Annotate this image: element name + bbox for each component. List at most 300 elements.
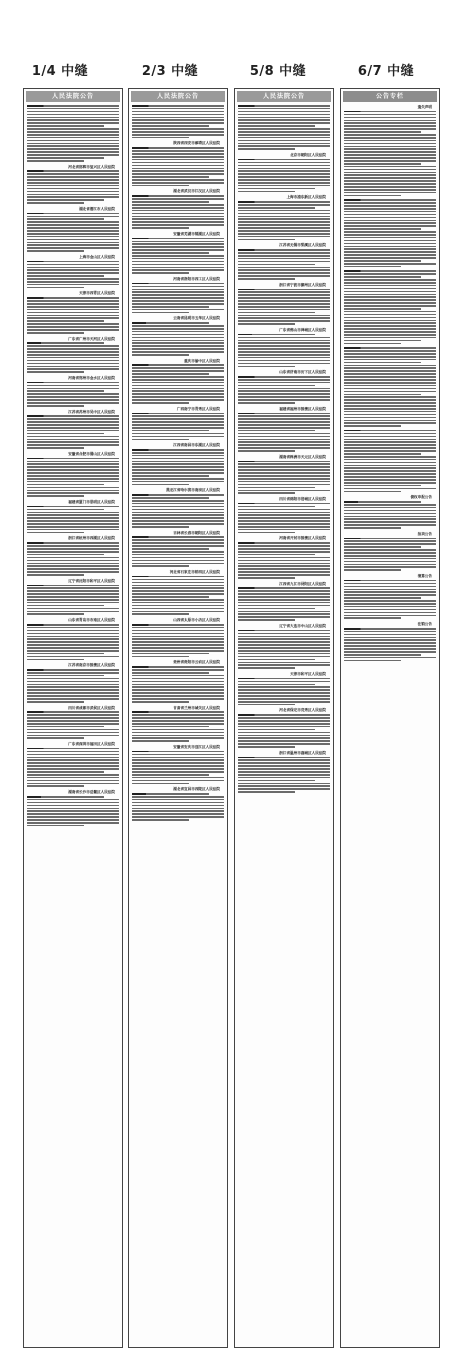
text-line bbox=[132, 777, 224, 779]
text-line bbox=[238, 204, 330, 206]
text-line bbox=[238, 366, 295, 368]
notice-block bbox=[27, 742, 119, 787]
text-line bbox=[132, 701, 189, 703]
text-line bbox=[132, 678, 224, 680]
text-line bbox=[238, 249, 330, 251]
text-line bbox=[238, 236, 330, 238]
text-line bbox=[132, 334, 224, 336]
text-line bbox=[344, 456, 436, 458]
text-line bbox=[238, 436, 330, 438]
text-line bbox=[132, 545, 224, 547]
text-line bbox=[344, 154, 436, 156]
text-line bbox=[238, 421, 330, 423]
text-line bbox=[238, 554, 315, 556]
text-line bbox=[344, 343, 401, 345]
text-line bbox=[27, 701, 84, 703]
text-line bbox=[27, 405, 84, 407]
notice-block bbox=[238, 497, 330, 533]
text-line bbox=[27, 439, 119, 441]
text-line bbox=[238, 659, 315, 661]
text-line bbox=[132, 125, 209, 127]
text-line bbox=[27, 148, 119, 150]
text-line bbox=[344, 402, 436, 404]
text-line bbox=[344, 157, 436, 159]
notice-block bbox=[238, 407, 330, 452]
notice-title: 吉林省长春市朝阳区人民法院 bbox=[173, 530, 220, 535]
text-line bbox=[132, 675, 224, 677]
text-line bbox=[238, 379, 330, 381]
text-line bbox=[344, 631, 436, 633]
text-line bbox=[27, 611, 119, 613]
text-line bbox=[344, 322, 436, 324]
text-line bbox=[344, 391, 436, 393]
text-line bbox=[132, 548, 209, 550]
text-line bbox=[238, 210, 330, 212]
text-line bbox=[132, 373, 209, 375]
text-line bbox=[238, 526, 330, 528]
text-line bbox=[132, 165, 224, 167]
text-line bbox=[132, 686, 224, 688]
text-line bbox=[238, 140, 330, 142]
notice-title: 天津市和平区人民法院 bbox=[290, 671, 326, 676]
text-line bbox=[27, 737, 84, 739]
notice-block bbox=[27, 663, 119, 702]
notice-block bbox=[238, 624, 330, 669]
text-line bbox=[344, 311, 436, 313]
text-line bbox=[344, 163, 421, 165]
text-line bbox=[132, 695, 224, 697]
text-line bbox=[344, 405, 436, 407]
text-line bbox=[27, 366, 119, 368]
text-line bbox=[132, 286, 224, 288]
text-line bbox=[132, 774, 209, 776]
text-line bbox=[238, 520, 330, 522]
text-line bbox=[27, 463, 119, 465]
text-line bbox=[344, 325, 436, 327]
text-line bbox=[344, 222, 436, 224]
text-line bbox=[27, 675, 104, 677]
text-line bbox=[238, 514, 330, 516]
text-line bbox=[27, 390, 104, 392]
text-line bbox=[132, 264, 224, 266]
text-line bbox=[344, 367, 436, 369]
text-line bbox=[132, 463, 224, 465]
text-line bbox=[132, 345, 224, 347]
notice-title: 陕西省西安市雁塔区人民法院 bbox=[173, 141, 220, 146]
text-line bbox=[27, 585, 119, 587]
text-line bbox=[344, 516, 436, 518]
text-line bbox=[344, 260, 421, 262]
text-line bbox=[27, 751, 119, 753]
text-line bbox=[238, 599, 330, 601]
text-line bbox=[132, 512, 224, 514]
text-line bbox=[344, 388, 436, 390]
text-line bbox=[344, 543, 436, 545]
text-line bbox=[132, 291, 224, 293]
text-line bbox=[344, 414, 436, 416]
text-line bbox=[27, 275, 104, 277]
text-line bbox=[238, 267, 330, 269]
text-line bbox=[132, 672, 209, 674]
text-line bbox=[27, 421, 119, 423]
text-line bbox=[238, 568, 330, 570]
text-line bbox=[238, 294, 330, 296]
text-line bbox=[344, 396, 436, 398]
text-line bbox=[27, 213, 119, 215]
column-body bbox=[341, 105, 439, 661]
notice-title: 福建省厦门市思明区人民法院 bbox=[68, 499, 115, 504]
text-line bbox=[132, 783, 189, 785]
text-line bbox=[132, 201, 209, 203]
text-line bbox=[132, 390, 224, 392]
text-line bbox=[27, 653, 104, 655]
text-line bbox=[27, 188, 119, 190]
text-line bbox=[132, 418, 224, 420]
text-line bbox=[344, 131, 421, 133]
text-line bbox=[27, 357, 119, 359]
notice-block bbox=[344, 574, 436, 619]
text-line bbox=[132, 325, 224, 327]
notice-block bbox=[132, 105, 224, 138]
text-line bbox=[27, 332, 84, 334]
text-line bbox=[27, 323, 119, 325]
notice-block bbox=[132, 232, 224, 274]
text-line bbox=[344, 314, 436, 316]
text-line bbox=[132, 289, 224, 291]
text-line bbox=[238, 148, 295, 150]
text-line bbox=[238, 466, 330, 468]
text-line bbox=[238, 729, 315, 731]
text-line bbox=[238, 239, 295, 241]
notice-block bbox=[132, 407, 224, 441]
notice-title: 上海市金山区人民法院 bbox=[79, 254, 115, 259]
text-line bbox=[27, 484, 104, 486]
text-line bbox=[344, 359, 436, 361]
text-line bbox=[344, 467, 436, 469]
text-line bbox=[27, 173, 119, 175]
text-line bbox=[27, 490, 119, 492]
text-line bbox=[238, 216, 330, 218]
text-line bbox=[27, 808, 119, 810]
text-line bbox=[344, 645, 436, 647]
text-line bbox=[27, 571, 119, 573]
text-line bbox=[238, 475, 330, 477]
notice-title: 重庆市渝中区人民法院 bbox=[184, 358, 220, 363]
text-line bbox=[27, 131, 119, 133]
text-line bbox=[132, 757, 224, 759]
text-line bbox=[238, 111, 330, 113]
text-line bbox=[238, 481, 330, 483]
text-line bbox=[238, 230, 330, 232]
text-line bbox=[344, 513, 436, 515]
notice-block bbox=[132, 706, 224, 742]
text-line bbox=[344, 441, 436, 443]
text-line bbox=[132, 134, 224, 136]
notice-title: 河南省洛阳市西工区人民法院 bbox=[173, 276, 220, 281]
notice-block bbox=[238, 195, 330, 240]
text-line bbox=[132, 497, 209, 499]
text-line bbox=[132, 238, 224, 240]
text-line bbox=[344, 257, 436, 259]
notice-block bbox=[238, 370, 330, 404]
text-line bbox=[132, 108, 224, 110]
text-line bbox=[132, 258, 224, 260]
text-line bbox=[344, 266, 401, 268]
text-line bbox=[238, 616, 330, 618]
notice-block bbox=[132, 570, 224, 615]
text-line bbox=[27, 105, 119, 107]
text-line bbox=[238, 664, 330, 666]
text-line bbox=[132, 153, 224, 155]
notice-title: 江苏省南京市鼓楼区人民法院 bbox=[68, 663, 115, 668]
text-line bbox=[132, 119, 224, 121]
text-line bbox=[238, 698, 330, 700]
text-line bbox=[344, 148, 436, 150]
text-line bbox=[238, 173, 330, 175]
text-line bbox=[27, 145, 119, 147]
notice-title: 四川省成都市武侯区人民法院 bbox=[68, 705, 115, 710]
text-line bbox=[238, 484, 330, 486]
text-line bbox=[238, 255, 330, 257]
text-line bbox=[132, 754, 224, 756]
text-line bbox=[344, 482, 436, 484]
text-line bbox=[344, 294, 436, 296]
text-line bbox=[27, 768, 119, 770]
text-line bbox=[344, 507, 436, 509]
text-line bbox=[27, 278, 119, 280]
text-line bbox=[27, 783, 119, 785]
notice-block bbox=[132, 141, 224, 186]
text-line bbox=[27, 140, 119, 142]
text-line bbox=[132, 379, 224, 381]
text-line bbox=[238, 357, 330, 359]
text-line bbox=[27, 557, 119, 559]
text-line bbox=[344, 254, 436, 256]
text-line bbox=[238, 117, 330, 119]
text-line bbox=[27, 354, 119, 356]
text-line bbox=[27, 487, 119, 489]
text-line bbox=[27, 244, 119, 246]
text-line bbox=[132, 224, 224, 226]
text-line bbox=[132, 261, 224, 263]
text-line bbox=[344, 501, 421, 503]
text-line bbox=[27, 565, 119, 567]
notice-block bbox=[27, 579, 119, 615]
text-line bbox=[27, 613, 84, 615]
text-line bbox=[238, 638, 330, 640]
text-line bbox=[344, 648, 436, 650]
text-line bbox=[27, 415, 119, 417]
text-line bbox=[344, 379, 436, 381]
notice-title: 浙江省杭州市西湖区人民法院 bbox=[68, 536, 115, 541]
text-line bbox=[238, 447, 330, 449]
text-line bbox=[132, 638, 224, 640]
text-line bbox=[344, 263, 436, 265]
text-line bbox=[238, 188, 315, 190]
text-line bbox=[238, 176, 330, 178]
text-line bbox=[238, 765, 330, 767]
text-line bbox=[344, 248, 436, 250]
text-line bbox=[132, 252, 209, 254]
text-line bbox=[27, 427, 119, 429]
text-line bbox=[238, 342, 330, 344]
notice-block bbox=[132, 359, 224, 404]
text-line bbox=[27, 329, 119, 331]
text-line bbox=[344, 114, 436, 116]
text-line bbox=[132, 593, 224, 595]
text-line bbox=[132, 726, 209, 728]
text-line bbox=[344, 365, 436, 367]
text-line bbox=[344, 202, 436, 204]
text-line bbox=[238, 396, 330, 398]
text-line bbox=[132, 210, 224, 212]
text-line bbox=[344, 617, 401, 619]
notice-title: 辽宁省沈阳市和平区人民法院 bbox=[68, 578, 115, 583]
text-line bbox=[27, 563, 119, 565]
text-line bbox=[238, 427, 330, 429]
text-line bbox=[238, 418, 330, 420]
text-line bbox=[27, 695, 119, 697]
notice-title: 山东省青岛市市南区人民法院 bbox=[68, 618, 115, 623]
text-line bbox=[238, 272, 330, 274]
text-line bbox=[238, 317, 330, 319]
notice-title: 遗失声明 bbox=[417, 105, 432, 109]
text-line bbox=[238, 574, 330, 576]
text-line bbox=[238, 309, 330, 311]
text-line bbox=[132, 681, 224, 683]
text-line bbox=[132, 162, 224, 164]
text-line bbox=[344, 128, 436, 130]
column-heading: 人民法院公告 bbox=[131, 91, 225, 102]
text-line bbox=[344, 580, 436, 582]
text-line bbox=[27, 509, 104, 511]
text-line bbox=[344, 122, 436, 124]
text-line bbox=[132, 500, 224, 502]
text-line bbox=[132, 241, 224, 243]
text-line bbox=[132, 312, 189, 314]
text-line bbox=[132, 221, 224, 223]
notice-block bbox=[132, 531, 224, 567]
text-line bbox=[132, 576, 224, 578]
text-line bbox=[132, 692, 224, 694]
text-line bbox=[238, 450, 295, 452]
notice-block bbox=[27, 790, 119, 826]
notice-block bbox=[27, 165, 119, 204]
text-line bbox=[27, 264, 119, 266]
text-line bbox=[344, 639, 436, 641]
text-line bbox=[132, 765, 224, 767]
notice-block bbox=[27, 337, 119, 373]
text-line bbox=[344, 527, 401, 529]
text-line bbox=[132, 213, 224, 215]
text-line bbox=[238, 735, 330, 737]
text-line bbox=[27, 218, 104, 220]
notice-block bbox=[238, 283, 330, 325]
notice-title: 福建省福州市鼓楼区人民法院 bbox=[279, 406, 326, 411]
text-line bbox=[238, 577, 295, 579]
text-line bbox=[132, 481, 224, 483]
text-line bbox=[238, 303, 330, 305]
text-line bbox=[132, 816, 224, 818]
notice-block bbox=[27, 291, 119, 333]
text-line bbox=[238, 788, 330, 790]
text-line bbox=[132, 364, 224, 366]
text-line bbox=[344, 564, 436, 566]
text-line bbox=[27, 692, 119, 694]
text-line bbox=[132, 424, 224, 426]
text-line bbox=[238, 565, 330, 567]
text-line bbox=[344, 408, 436, 410]
text-line bbox=[132, 608, 224, 610]
notice-block bbox=[27, 105, 119, 162]
text-line bbox=[238, 487, 315, 489]
notice-title: 江苏省苏州市吴中区人民法院 bbox=[68, 409, 115, 414]
text-line bbox=[238, 278, 295, 280]
text-line bbox=[238, 291, 330, 293]
notice-block bbox=[344, 430, 436, 492]
text-line bbox=[27, 125, 104, 127]
text-line bbox=[238, 653, 330, 655]
notice-block bbox=[132, 443, 224, 485]
text-line bbox=[344, 160, 436, 162]
text-line bbox=[27, 711, 119, 713]
text-line bbox=[132, 354, 189, 356]
text-line bbox=[344, 566, 436, 568]
text-line bbox=[27, 393, 119, 395]
notice-title: 湖南省株洲市天元区人民法院 bbox=[279, 454, 326, 459]
text-line bbox=[238, 768, 330, 770]
text-line bbox=[27, 714, 119, 716]
text-line bbox=[344, 373, 436, 375]
notice-title: 广东省广州市天河区人民法院 bbox=[68, 336, 115, 341]
text-line bbox=[27, 796, 104, 798]
column-heading: 人民法院公告 bbox=[26, 91, 120, 102]
text-line bbox=[344, 430, 436, 432]
text-line bbox=[132, 461, 224, 463]
text-line bbox=[344, 228, 421, 230]
text-line bbox=[27, 399, 119, 401]
text-line bbox=[132, 590, 224, 592]
text-line bbox=[238, 439, 330, 441]
text-line bbox=[238, 306, 330, 308]
notice-block bbox=[27, 452, 119, 497]
text-line bbox=[344, 337, 436, 339]
text-line bbox=[27, 306, 119, 308]
text-line bbox=[238, 388, 330, 390]
text-line bbox=[132, 182, 224, 184]
text-line bbox=[344, 594, 436, 596]
column-label-3: 5/8 中缝 bbox=[249, 64, 307, 79]
text-line bbox=[238, 345, 330, 347]
text-line bbox=[27, 771, 104, 773]
text-line bbox=[27, 284, 119, 286]
text-line bbox=[132, 455, 224, 457]
notice-block bbox=[238, 105, 330, 150]
text-line bbox=[238, 704, 295, 706]
text-line bbox=[27, 608, 119, 610]
text-line bbox=[238, 415, 330, 417]
text-line bbox=[238, 382, 330, 384]
text-line bbox=[27, 495, 84, 497]
text-line bbox=[132, 506, 224, 508]
text-line bbox=[344, 504, 436, 506]
text-line bbox=[27, 644, 119, 646]
text-line bbox=[27, 430, 119, 432]
text-line bbox=[27, 512, 119, 514]
text-line bbox=[132, 494, 224, 496]
text-line bbox=[344, 192, 436, 194]
text-line bbox=[27, 822, 119, 824]
